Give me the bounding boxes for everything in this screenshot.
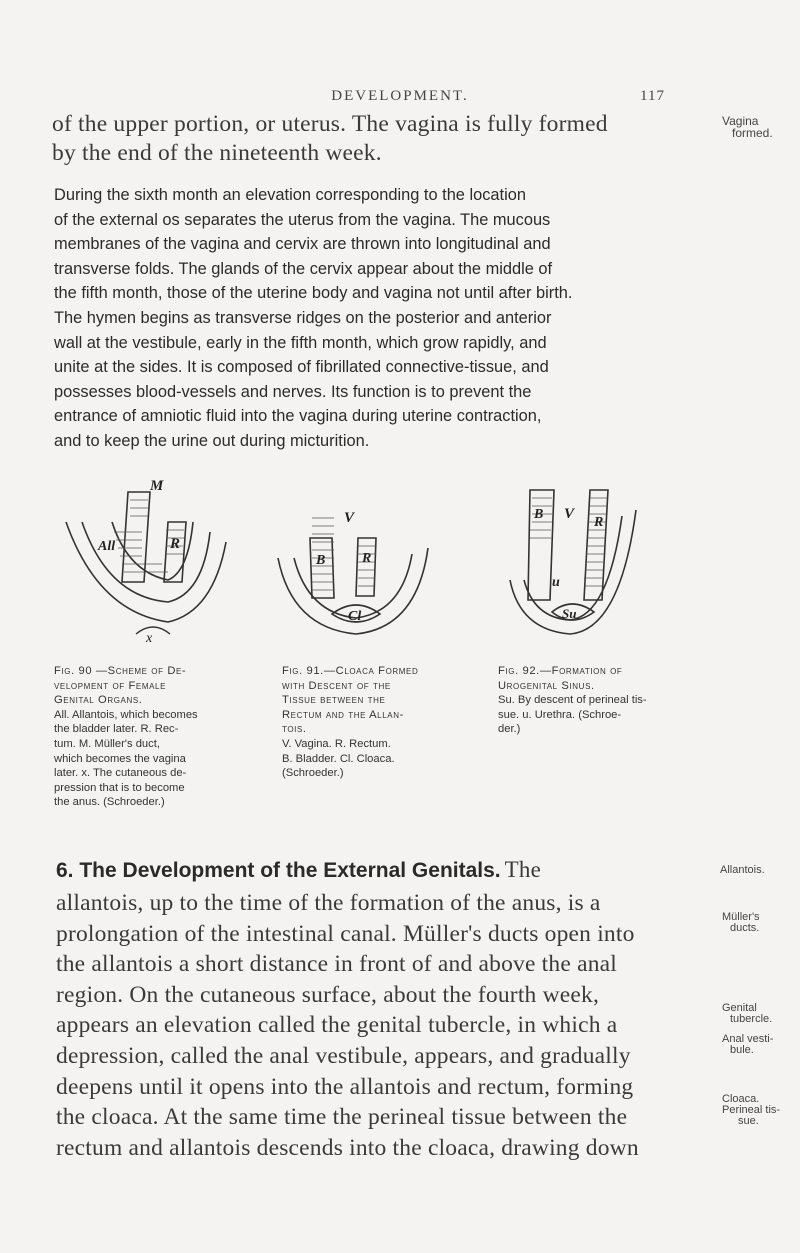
section-line: prolongation of the intestinal canal. Müller's ducts open into [56,920,635,947]
side-note-sue: sue. [738,1115,759,1127]
caption-body-line: All. Allantois, which becomes [54,708,198,721]
side-note-tubercle: tubercle. [730,1013,773,1025]
fig90-label-all: All [98,539,116,554]
side-note-genital: Genital [722,1002,757,1014]
para-line: unite at the sides. It is composed of fibrillated connective-tissue, and [54,358,549,377]
figure-90-diagram [58,462,228,644]
caption-title-line: Tissue between the [282,694,386,707]
page-number: 117 [640,88,665,104]
fig90-label-m: M [150,478,164,494]
para-line: of the external os separates the uterus from the vagina. The mucous [54,210,551,229]
caption-body-line: der.) [498,723,521,736]
caption-title-line: Rectum and the Allan- [282,708,404,721]
top-line-1: of the upper portion, or uterus. The vagina is fully formed [52,111,608,137]
fig91-label-v: V [344,510,355,526]
side-note-vagina: Vagina [722,114,759,128]
fig91-label-r: R [362,551,372,566]
section-line: region. On the cutaneous surface, about the fourth week, [56,981,600,1008]
para-line: wall at the vestibule, early in the fifth month, which grow rapidly, and [54,333,547,352]
caption-title-line: tois. [282,723,307,736]
fig90-label-r: R [170,536,181,552]
side-note-perineal: Perineal tis- [722,1104,781,1116]
caption-title-line: Genital Organs. [54,694,143,707]
header-title: DEVELOPMENT. [331,88,469,104]
caption-title-line: Fig. 90 —Scheme of De- [54,665,187,677]
section-line: the allantois a short distance in front of and above the anal [56,951,618,978]
caption-body-line: the bladder later. R. Rec- [54,723,179,736]
caption-body-line: pression that is to become [54,781,185,794]
fig92-label-u: u [552,575,560,590]
section-line: deepens until it opens into the allantois and rectum, forming [56,1073,634,1100]
caption-body-line: B. Bladder. Cl. Cloaca. [282,752,395,765]
fig92-label-su: Su [562,606,577,621]
caption-title-line: with Descent of the [282,679,391,692]
para-line: and to keep the urine out during micturition. [54,431,370,450]
section-line-0: The [504,857,541,882]
para-line: transverse folds. The glands of the cervix appear about the middle of [54,259,553,278]
para-line: The hymen begins as transverse ridges on the posterior and anterior [54,308,552,327]
caption-body-line: (Schroeder.) [282,767,344,780]
section-line [56,888,716,919]
side-note-formed: formed. [732,126,773,140]
fig92-label-v: V [564,506,575,522]
running-header [0,88,800,105]
figure-90-caption [54,664,222,810]
fig91-label-cl: Cl [348,609,362,624]
side-note-cloaca: Cloaca. [722,1093,760,1105]
section-heading-line [56,856,541,884]
caption-body-line: V. Vagina. R. Rectum. [282,737,391,750]
side-note-mullers: Müller's [722,911,760,923]
caption-title-line: Fig. 92.—Formation of [498,665,623,677]
figure-92-caption [498,664,670,737]
section-line: appears an elevation called the genital tubercle, in which a [56,1012,618,1039]
para-line: possesses blood-vessels and nerves. Its function is to prevent the [54,382,532,401]
caption-body-line: the anus. (Schroeder.) [54,796,165,809]
fig92-label-b: B [534,507,544,522]
top-line-2: by the end of the nineteenth week. [52,140,382,166]
fig92-label-r: R [594,515,604,530]
section-line: rectum and allantois descends into the cloaca, drawing down [56,1134,639,1161]
section-body [56,888,716,1163]
para-line: During the sixth month an elevation corresponding to the location [54,186,526,204]
para-line: entrance of amniotic fluid into the vagina during uterine contraction, [54,407,542,426]
para-line: membranes of the vagina and cervix are thrown into longitudinal and [54,235,551,254]
fig91-label-b: B [316,553,326,568]
side-note-allantois: Allantois. [720,864,765,876]
paragraph [54,183,744,454]
caption-body-line: tum. M. Müller's duct, [54,737,160,750]
side-note-anal: Anal vesti- [722,1033,774,1045]
para-line: the fifth month, those of the uterine body and vagina not until after birth. [54,284,573,303]
side-note-ducts: ducts. [730,922,760,934]
caption-body-line: later. x. The cutaneous de- [54,767,187,780]
fig90-label-x: x [146,631,153,644]
section-heading: The Development of the External Genitals. [79,859,501,882]
section-line-text: allantois, up to the time of the formation of the anus, is a [56,890,601,916]
figure-91-caption [282,664,450,781]
section-number: 6. [56,859,80,882]
figure-91-diagram [272,478,432,644]
caption-body-line: sue. u. Urethra. (Schroe- [498,708,622,721]
section-line: depression, called the anal vestibule, appears, and gradually [56,1042,631,1069]
caption-title-line: Fig. 91.—Cloaca Formed [282,665,419,677]
caption-title-line: Urogenital Sinus. [498,679,595,692]
caption-title-line: velopment of Female [54,679,167,692]
section-line: the cloaca. At the same time the perineal tissue between the [56,1104,628,1131]
figure-92-diagram [490,470,650,644]
caption-body-line: Su. By descent of perineal tis- [498,694,647,707]
side-note-bule: bule. [730,1044,754,1056]
caption-body-line: which becomes the vagina [54,752,186,765]
